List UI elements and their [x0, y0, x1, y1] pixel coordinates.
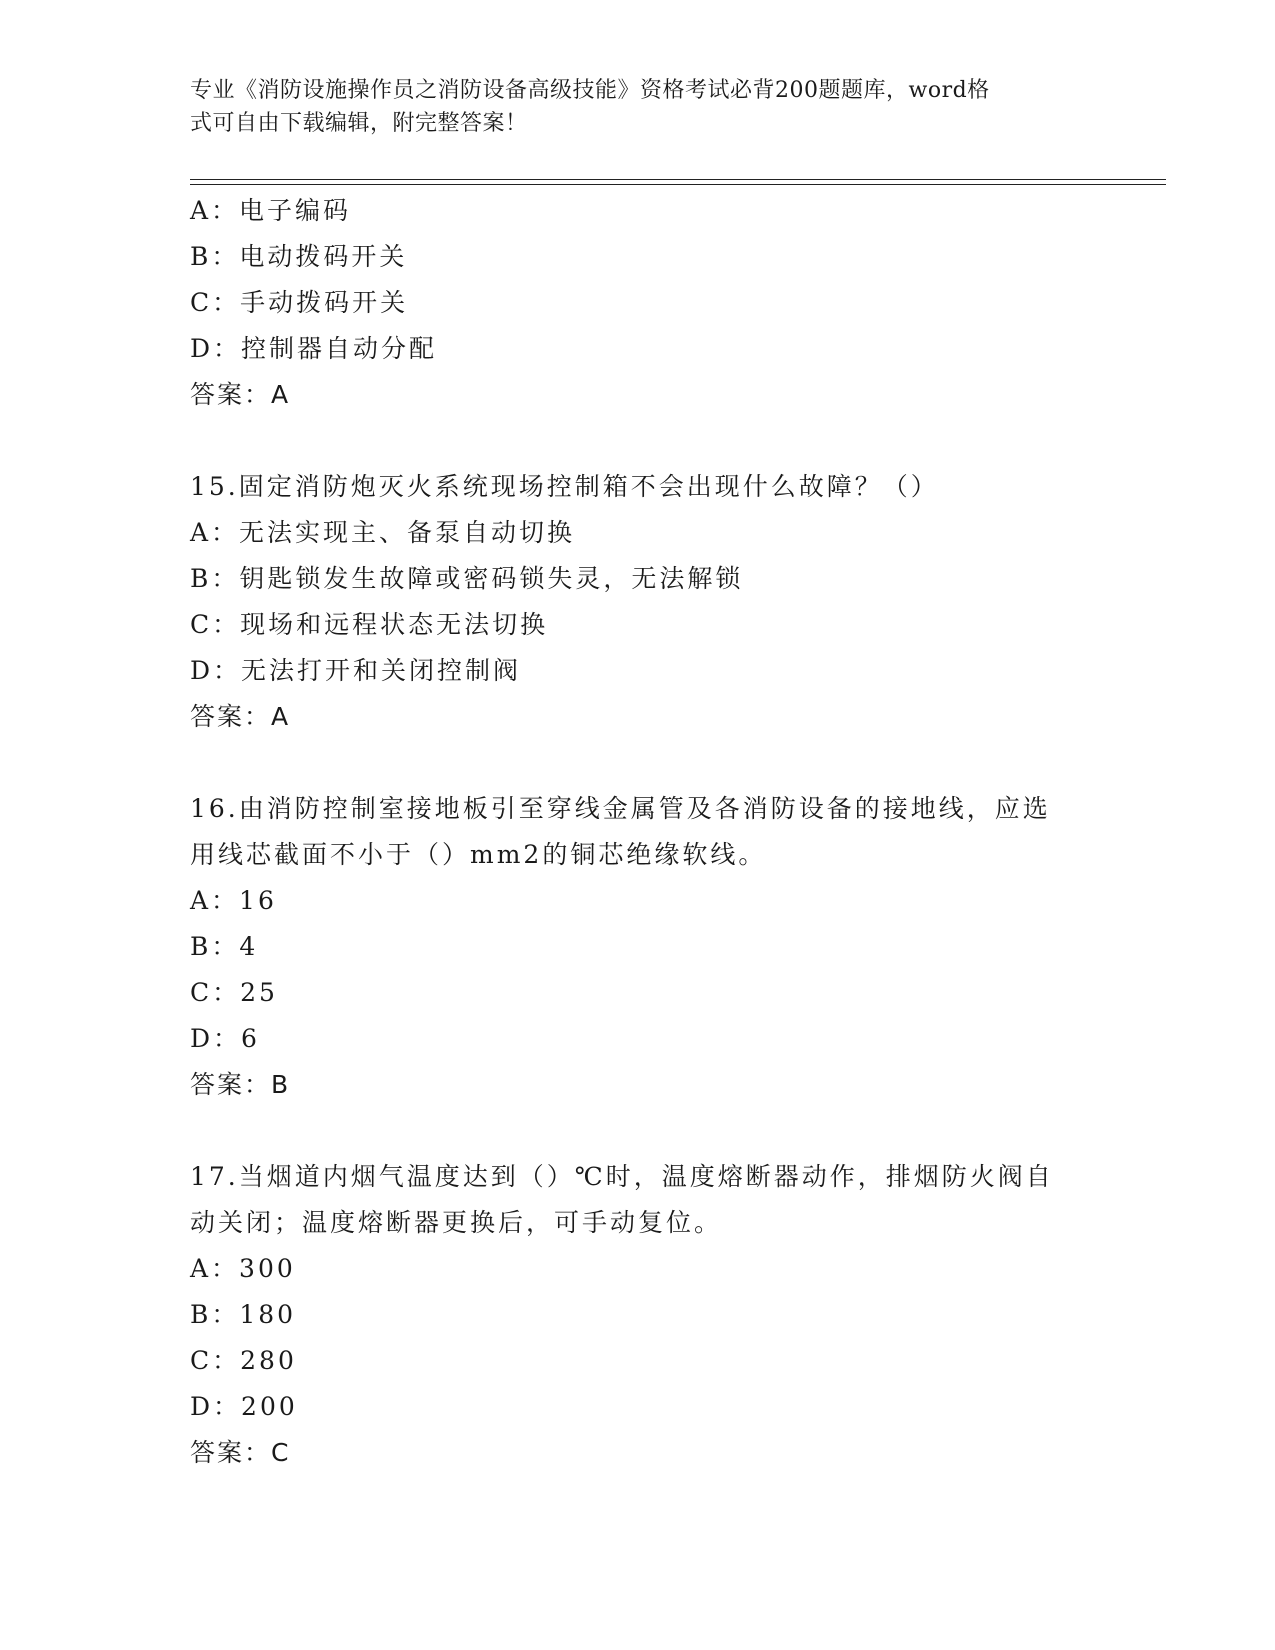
option-d: D：无法打开和关闭控制阀: [190, 656, 522, 685]
question-list: [190, 188, 1090, 1476]
header-line-2: 式可自由下载编辑，附完整答案！: [190, 111, 528, 136]
question-stem-line-1: 16.由消防控制室接地板引至穿线金属管及各消防设备的接地线，应选: [190, 794, 1051, 823]
question-stem: 15.固定消防炮灭火系统现场控制箱不会出现什么故障？（）: [190, 472, 939, 501]
option-c: C：25: [190, 978, 278, 1007]
option-d: D：控制器自动分配: [190, 334, 438, 363]
question-17: [190, 1154, 1090, 1476]
answer-line: 答案：A: [190, 702, 291, 731]
spacer: [190, 418, 1090, 464]
spacer: [190, 740, 1090, 786]
question-stem-line-2: 动关闭；温度熔断器更换后，可手动复位。: [190, 1208, 723, 1237]
option-b: B：电动拨码开关: [190, 242, 408, 271]
answer-line: 答案：C: [190, 1438, 291, 1467]
option-d: D：6: [190, 1024, 260, 1053]
header-divider-top: [190, 179, 1166, 180]
answer-line: 答案：B: [190, 1070, 291, 1099]
answer-line: 答案：A: [190, 380, 291, 409]
option-a: A：16: [190, 886, 277, 915]
option-c: C：280: [190, 1346, 297, 1375]
option-b: B：钥匙锁发生故障或密码锁失灵，无法解锁: [190, 564, 744, 593]
spacer: [190, 1108, 1090, 1154]
option-b: B：4: [190, 932, 259, 961]
header-divider-bottom: [190, 184, 1166, 185]
question-16: [190, 786, 1090, 1108]
question-stem-line-2: 用线芯截面不小于（）mm2的铜芯绝缘软线。: [190, 840, 767, 869]
option-a: A：300: [190, 1254, 296, 1283]
question-stem-line-1: 17.当烟道内烟气温度达到（）℃时，温度熔断器动作，排烟防火阀自: [190, 1162, 1054, 1191]
option-a: A：电子编码: [190, 196, 352, 225]
option-b: B：180: [190, 1300, 297, 1329]
question-14: [190, 188, 1090, 418]
question-15: [190, 464, 1090, 740]
option-d: D：200: [190, 1392, 298, 1421]
option-c: C：现场和远程状态无法切换: [190, 610, 549, 639]
header-line-1: 专业《消防设施操作员之消防设备高级技能》资格考试必背200题题库，word格: [190, 78, 990, 103]
option-c: C：手动拨码开关: [190, 288, 409, 317]
option-a: A：无法实现主、备泵自动切换: [190, 518, 576, 547]
document-header: [190, 74, 1090, 140]
